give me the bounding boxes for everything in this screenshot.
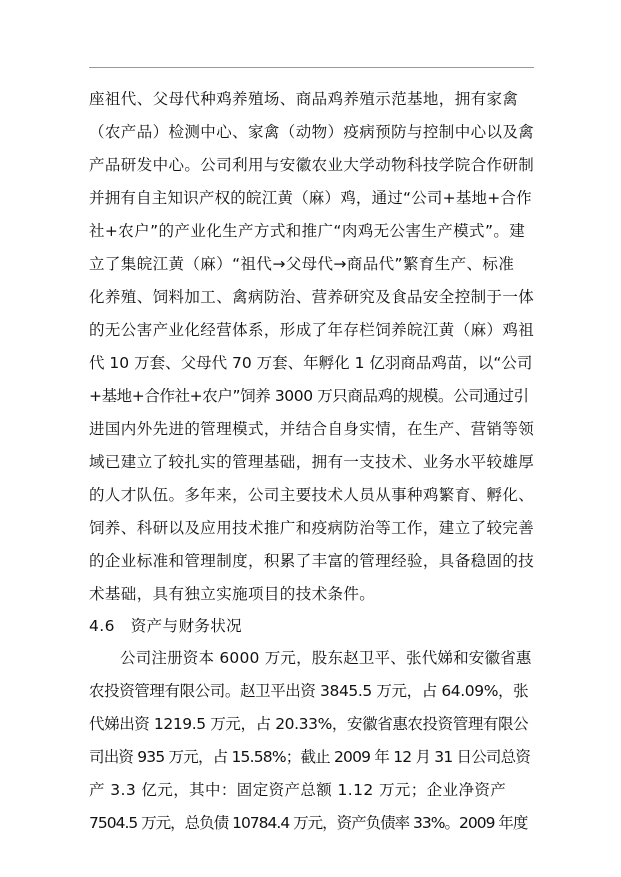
paragraph-line: 并拥有自主知识产权的皖江黄（麻）鸡，通过“公司+基地+合作 — [89, 189, 532, 207]
paragraph-line: 座祖代、父母代种鸡养殖场、商品鸡养殖示范基地，拥有家禽 — [89, 90, 519, 108]
header-rule — [89, 67, 534, 68]
paragraph-line: 域已建立了较扎实的管理基础，拥有一支技术、业务水平较雄厚 — [89, 453, 535, 471]
paragraph-line: 产 3.3 亿元，其中：固定资产总额 1.12 万元；企业净资产 — [89, 781, 507, 799]
paragraph-line: 农投资管理有限公司。赵卫平出资 3845.5 万元，占 64.09%，张 — [89, 682, 529, 700]
paragraph-line: 的企业标准和管理制度，积累了丰富的管理经验，具备稳固的技 — [89, 552, 535, 570]
paragraph-line: 社+农户”的产业化生产方式和推广“肉鸡无公害生产模式”。建 — [89, 222, 526, 240]
paragraph-line: 进国内外先进的管理模式，并结合自身实情，在生产、营销等领 — [89, 420, 535, 438]
paragraph-line: 饲养、科研以及应用技术推广和疫病防治等工作，建立了较完善 — [89, 519, 535, 537]
paragraph-line: 产品研发中心。公司利用与安徽农业大学动物科技学院合作研制 — [89, 156, 535, 174]
section-heading: 4.6 资产与财务状况 — [89, 617, 243, 635]
paragraph-line: 的无公害产业化经营体系，形成了年存栏饲养皖江黄（麻）鸡祖 — [89, 321, 535, 339]
paragraph-line: 化养殖、饲料加工、禽病防治、营养研究及食品安全控制于一体 — [89, 288, 535, 306]
paragraph-line: 代娣出资 1219.5 万元，占 20.33%，安徽省惠农投资管理有限公 — [89, 715, 529, 733]
paragraph-line: 立了集皖江黄（麻）“祖代→父母代→商品代”繁育生产、标准 — [89, 255, 515, 273]
document-body — [89, 83, 534, 840]
paragraph-line: 7504.5 万元，总负债 10784.4 万元，资产负债率 33%。2009 年度 — [89, 814, 528, 832]
paragraph-line: 术基础，具有独立实施项目的技术条件。 — [89, 585, 376, 603]
paragraph-line: 代 10 万套、父母代 70 万套、年孵化 1 亿羽商品鸡苗，以“公司 — [89, 354, 533, 372]
paragraph-line: 司出资 935 万元，占 15.58%；截止 2009 年 12 月 31 日公司总资 — [89, 748, 531, 766]
paragraph-line: +基地+合作社+农户”饲养 3000 万只商品鸡的规模。公司通过引 — [89, 387, 529, 405]
paragraph-line: 的人才队伍。多年来，公司主要技术人员从事种鸡繁育、孵化、 — [89, 486, 535, 504]
paragraph-line: （农产品）检测中心、家禽（动物）疫病预防与控制中心以及禽 — [89, 123, 535, 141]
paragraph-line: 公司注册资本 6000 万元，股东赵卫平、张代娣和安徽省惠 — [120, 649, 532, 667]
